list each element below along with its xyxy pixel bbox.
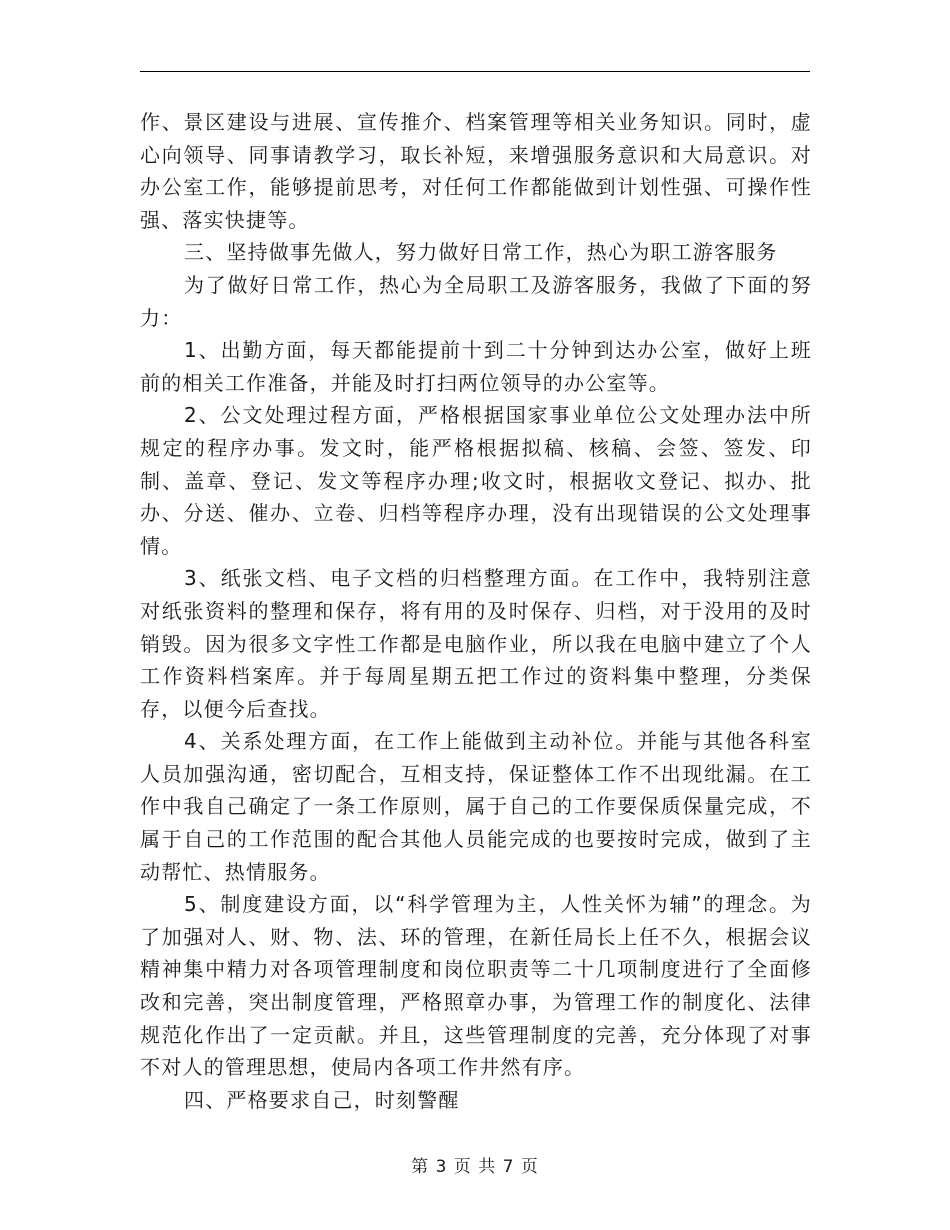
- footer-total-pages: 7: [502, 1157, 515, 1177]
- footer-prefix: 第: [411, 1157, 430, 1177]
- paragraph-item-4: 4、关系处理方面，在工作上能做到主动补位。并能与其他各科室人员加强沟通，密切配合，互相支持，保证整体工作不出现纰漏。在工作中我自己确定了一条工作原则，属于自己的工作要保质保量完成，不属于自己的工作范围的配合其他人员能完成的也要按时完成，做到了主动帮忙、热情服务。: [140, 729, 812, 884]
- paragraph-item-3: 3、纸张文档、电子文档的归档整理方面。在工作中，我特别注意对纸张资料的整理和保存，将有用的及时保存、归档，对于没用的及时销毁。因为很多文字性工作都是电脑作业，所以我在电脑中建立了个人工作资料档案库。并于每周星期五把工作过的资料集中整理，分类保存，以便今后查找。: [140, 566, 812, 721]
- section-heading-3: 三、坚持做事先做人，努力做好日常工作，热心为职工游客服务: [184, 240, 778, 265]
- page-footer: [0, 1152, 950, 1177]
- paragraph-item-1: 1、出勤方面，每天都能提前十到二十分钟到达办公室，做好上班前的相关工作准备，并能及时打扫两位领导的办公室等。: [140, 338, 812, 395]
- header-rule: [140, 71, 810, 72]
- footer-current-page: 3: [435, 1157, 448, 1177]
- section-heading-4: 四、严格要求自己，时刻警醒: [184, 1087, 460, 1112]
- document-body: [140, 106, 812, 1116]
- footer-suffix: 页: [520, 1157, 539, 1177]
- paragraph-1: 作、景区建设与进展、宣传推介、档案管理等相关业务知识。同时，虚心向领导、同事请教学习，取长补短，来增强服务意识和大局意识。对办公室工作，能够提前思考，对任何工作都能做到计划性强、可操作性强、落实快捷等。: [140, 110, 812, 232]
- footer-middle: 页 共: [453, 1157, 497, 1177]
- paragraph-item-5: 5、制度建设方面，以“科学管理为主，人性关怀为辅”的理念。为了加强对人、财、物、法、环的管理，在新任局长上任不久，根据会议精神集中精力对各项管理制度和岗位职责等二十几项制度进行了全面修改和完善，突出制度管理，严格照章办事，为管理工作的制度化、法律规范化作出了一定贡献。并且，这些管理制度的完善，充分体现了对事不对人的管理思想，使局内各项工作井然有序。: [140, 892, 812, 1080]
- paragraph-intro: 为了做好日常工作，热心为全局职工及游客服务，我做了下面的努力：: [140, 272, 812, 330]
- paragraph-item-2: 2、公文处理过程方面，严格根据国家事业单位公文处理办法中所规定的程序办事。发文时，能严格根据拟稿、核稿、会签、签发、印制、盖章、登记、发文等程序办理;收文时，根据收文登记、拟办、批办、分送、催办、立卷、归档等程序办理，没有出现错误的公文处理事情。: [140, 403, 812, 558]
